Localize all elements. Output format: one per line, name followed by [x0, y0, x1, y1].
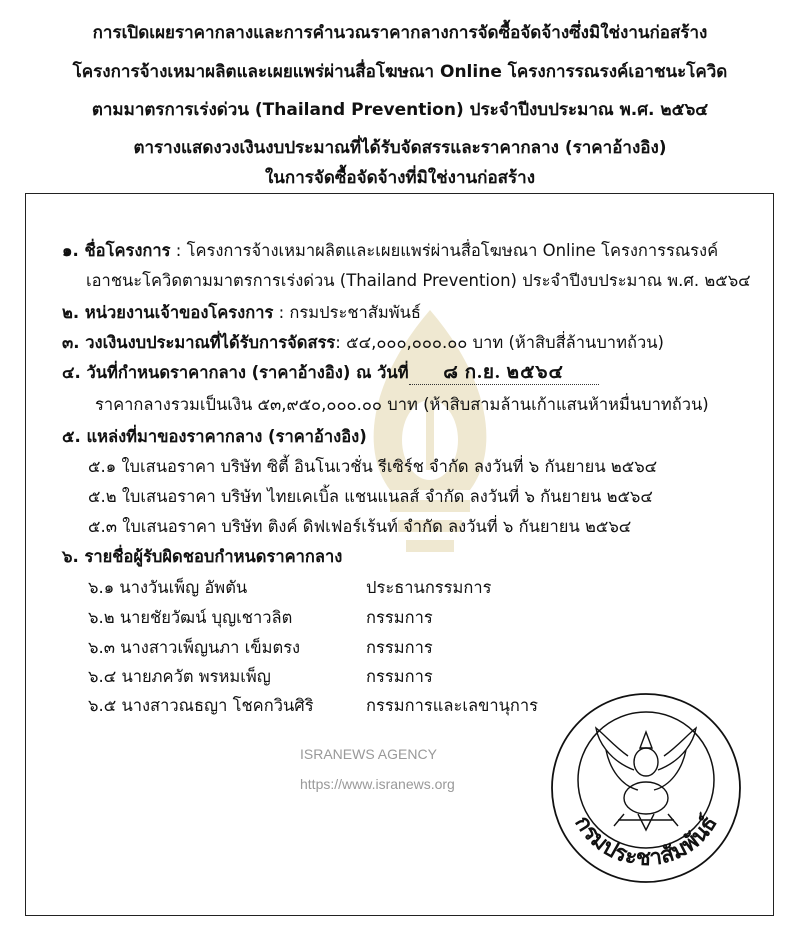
item-4-value: ราคากลางรวมเป็นเงิน ๕๓,๙๕๐,๐๐๐.๐๐ บาท (ห้าสิบสามล้านเก้าแสนห้าหมื่นบาทถ้วน) — [95, 395, 709, 414]
item-3-value: : ๕๔,๐๐๐,๐๐๐.๐๐ บาท (ห้าสิบสี่ล้านบาทถ้วน) — [335, 333, 664, 352]
item-2 — [62, 302, 421, 324]
item-1-label: ๑. ชื่อโครงการ — [62, 241, 171, 260]
header-line: ตามมาตรการเร่งด่วน (Thailand Prevention) ประจำปีงบประมาณ พ.ศ. ๒๕๖๔ — [91, 100, 709, 120]
seal-text: กรมประชาสัมพันธ์ — [569, 811, 723, 872]
item-1-value: : โครงการจ้างเหมาผลิตและเผยแพร่ผ่านสื่อโฆษณา Online โครงการรณรงค์ — [170, 241, 719, 260]
person-name: ๖.๒ นายชัยวัฒน์ บุญเชาวลิต — [88, 608, 293, 627]
source-item: ๕.๓ ใบเสนอราคา บริษัท ติงค์ ดิฟเฟอร์เร้นท์ จำกัด ลงวันที่ ๖ กันยายน ๒๕๖๔ — [88, 517, 632, 536]
source-item: ๕.๒ ใบเสนอราคา บริษัท ไทยเคเบิ้ล แชนแนลส์ จำกัด ลงวันที่ ๖ กันยายน ๒๕๖๔ — [88, 487, 653, 506]
header-line: ตารางแสดงวงเงินงบประมาณที่ได้รับจัดสรรและราคากลาง (ราคาอ้างอิง) — [133, 138, 667, 158]
item-6-label: ๖. รายชื่อผู้รับผิดชอบกำหนดราคากลาง — [62, 547, 343, 566]
item-1 — [62, 240, 718, 262]
header-line: ในการจัดซื้อจัดจ้างที่มิใช่งานก่อสร้าง — [264, 168, 536, 188]
person-role: กรรมการ — [366, 667, 433, 686]
person-role: กรรมการ — [366, 638, 433, 657]
person-role: กรรมการ — [366, 608, 433, 627]
item-1-value-cont: เอาชนะโควิดตามมาตรการเร่งด่วน (Thailand Prevention) ประจำปีงบประมาณ พ.ศ. ๒๕๖๔ — [86, 271, 751, 290]
department-seal-icon — [548, 690, 744, 886]
item-2-value: : กรมประชาสัมพันธ์ — [273, 303, 421, 322]
item-4 — [62, 362, 599, 385]
person-name: ๖.๓ นางสาวเพ็ญนภา เข็มตรง — [88, 638, 301, 657]
watermark-text: ISRANEWS AGENCY — [300, 746, 437, 762]
handwritten-date: ๘ ก.ย. ๒๕๖๔ — [443, 362, 564, 383]
person-name: ๖.๔ นายภควัต พรหมเพ็ญ — [88, 667, 271, 686]
person-name: ๖.๑ นางวันเพ็ญ อัพตัน — [88, 578, 248, 597]
item-2-label: ๒. หน่วยงานเจ้าของโครงการ — [62, 303, 274, 322]
item-5-label: ๕. แหล่งที่มาของราคากลาง (ราคาอ้างอิง) — [62, 427, 367, 446]
person-role: กรรมการและเลขานุการ — [366, 696, 539, 715]
person-name: ๖.๕ นางสาวณธญา โชคกวินศิริ — [88, 696, 314, 715]
person-role: ประธานกรรมการ — [366, 578, 492, 597]
item-4-label: ๔. วันที่กำหนดราคากลาง (ราคาอ้างอิง) ณ วันที่ — [62, 363, 409, 382]
header-line: การเปิดเผยราคากลางและการคำนวณราคากลางการจัดซื้อจัดจ้างซึ่งมิใช่งานก่อสร้าง — [92, 23, 708, 43]
item-3-label: ๓. วงเงินงบประมาณที่ได้รับการจัดสรร — [62, 333, 336, 352]
watermark-url: https://www.isranews.org — [300, 776, 455, 792]
date-field — [409, 362, 599, 385]
item-3 — [62, 332, 664, 354]
source-item: ๕.๑ ใบเสนอราคา บริษัท ซิตี้ อินโนเวชั่น รีเซิร์ช จำกัด ลงวันที่ ๖ กันยายน ๒๕๖๔ — [88, 457, 658, 476]
header-line: โครงการจ้างเหมาผลิตและเผยแพร่ผ่านสื่อโฆษณา Online โครงการรณรงค์เอาชนะโควิด — [72, 62, 728, 82]
